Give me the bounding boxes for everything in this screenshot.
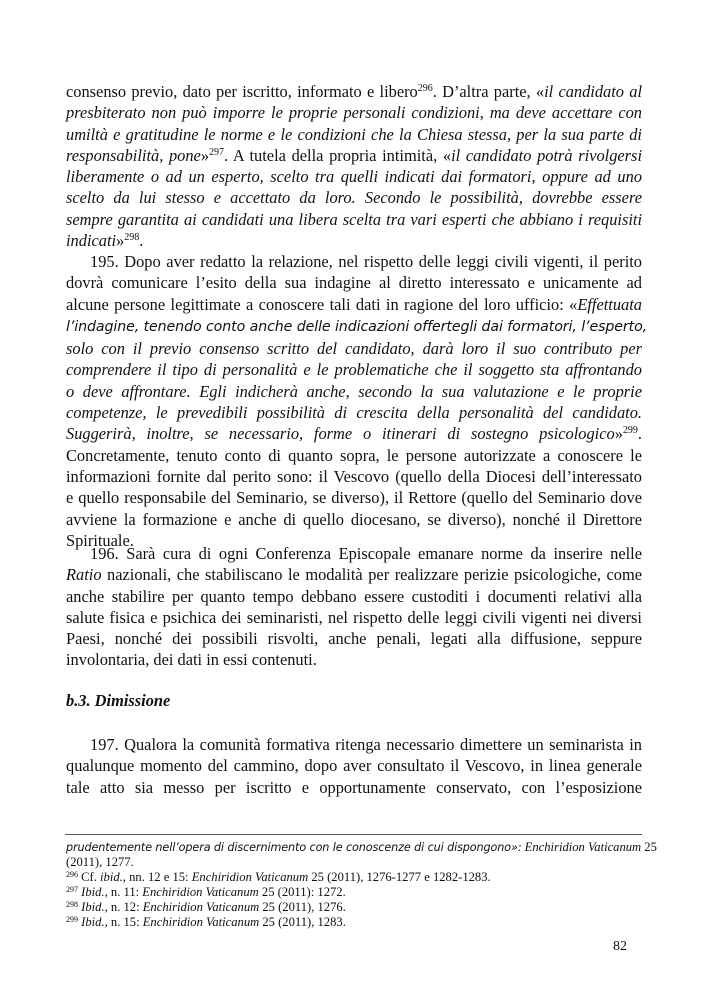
text-line: 196. Sarà cura di ogni Conferenza Episcopale emanare norme da inserire nelle <box>90 544 642 563</box>
text-line: indicati»$^{298}$. <box>66 231 144 251</box>
text-line: presbiterato non può imporre le proprie personali condizioni, ma deve accettare con <box>66 103 642 123</box>
text-line: 197. Qualora la comunità formativa ritenga necessario dimettere un seminarista in <box>90 735 642 754</box>
text-line: competenze, le prevedibili possibilità di crescita della personalità del candidato. <box>66 403 642 423</box>
text-line: qualunque momento del cammino, dopo aver consultato il Vescovo, in linea generale <box>66 756 642 776</box>
text-line: solo con il previo consenso scritto del candidato, darà loro il suo contributo per <box>66 339 642 359</box>
footnote-separator <box>65 834 642 835</box>
footnote-continued: prudentemente nell’opera di discernimento con le conoscenze di cui dispongono»: Enchiridion Vaticanum 25 <box>66 840 657 854</box>
footnote-ref-296[interactable]: 296 <box>417 83 433 94</box>
text-line: informazioni fornite dal perito sono: il Vescovo (quello della Diocesi dell’interessato <box>66 466 642 486</box>
paragraph-196 <box>66 543 642 671</box>
footnote-ref-297[interactable]: 297 <box>209 146 225 158</box>
footnote-298: $^{298}$ Ibid., n. 12: Enchiridion Vaticanum 25 (2011), 1276. <box>66 900 346 914</box>
text-line: umiltà e gratitudine le norme e le condizioni che la Chiesa stessa, per la sua parte di <box>66 124 642 144</box>
text-line: Ratio nazionali, che stabiliscano le modalità per realizzare perizie psicologiche, come <box>66 565 642 585</box>
text-line: comprendere il tipo di personalità e le problematiche che il soggetto sta affrontando <box>66 360 642 380</box>
text-line: consenso previo, dato per iscritto, informato e libero$^{296}$. D’altra parte, «il candidato al <box>66 82 642 101</box>
text-line: Suggerirà, inoltre, se necessario, forme o itinerari di sostegno psicologico»$^{299}$. <box>66 424 642 444</box>
text-line: l’indagine, tenendo conto anche delle indicazioni offertegli dai formatori, l’esperto, <box>66 318 648 335</box>
text-line: anche stabilire per quanto tempo debbano essere custoditi i documenti relativi alla <box>66 586 642 606</box>
paragraph-194-continuation <box>66 81 642 251</box>
text-line: 195. Dopo aver redatto la relazione, nel rispetto delle leggi civili vigenti, il perito <box>90 252 642 271</box>
text-line: Spirituale. <box>66 530 134 550</box>
text-line: tale atto sia messo per iscritto e opportunamente conservato, con l’esposizione <box>66 777 642 797</box>
text-line: avviene la formazione e anche di quello diocesano, se diverso), nonché il Direttore <box>66 509 642 529</box>
paragraph-195 <box>66 251 648 551</box>
paragraph-197 <box>66 734 642 798</box>
text-line: involontaria, dei dati in essi contenuti. <box>66 650 317 670</box>
page-number: 82 <box>613 939 627 954</box>
text-line: o deve affrontare. Egli indicherà anche, secondo la sua valutazione e le proprie <box>66 381 642 401</box>
section-heading: b.3. Dimissione <box>66 691 171 710</box>
footnote-296: $^{296}$ Cf. ibid., nn. 12 e 15: Enchiridion Vaticanum 25 (2011), 1276-1277 e 1282-1283. <box>66 870 491 884</box>
footnote-ref-298[interactable]: 298 <box>124 232 140 244</box>
footnote-297: $^{297}$ Ibid., n. 11: Enchiridion Vaticanum 25 (2011): 1272. <box>66 885 346 899</box>
text-line: salute fisica e psichica dei seminaristi, nel rispetto delle leggi civili vigenti nei diversi <box>66 607 642 627</box>
text-line: e quello responsabile del Seminario, se diverso), il Rettore (quello del Seminario dove <box>66 488 642 508</box>
footnote-continued-line2: (2011), 1277. <box>66 855 134 869</box>
footnotes <box>66 840 657 930</box>
text-line: Concretamente, tenuto conto di quanto sopra, le persone autorizzate a conoscere le <box>66 445 642 465</box>
text-line: sempre garantita ai candidati una libera scelta tra vari esperti che abbiano i requisiti <box>66 209 642 229</box>
text-line: alcune persone legittimate a conoscere tali dati in ragione del loro ufficio: «Effettuata <box>66 294 642 314</box>
text-line: dovrà comunicare l’esito della sua indagine al diretto interessato e unicamente ad <box>66 273 642 293</box>
text-line: responsabilità, pone»$^{297}$. A tutela della propria intimità, «il candidato potrà rivolgersi <box>66 145 642 165</box>
text-line: liberamente o ad un esperto, scelto tra quelli indicati dai formatori, oppure ad uno <box>66 167 642 187</box>
text-line: scelto da lui stesso e accettato da loro. Secondo le possibilità, dovrebbe essere <box>66 188 642 208</box>
footnote-299: $^{299}$ Ibid., n. 15: Enchiridion Vaticanum 25 (2011), 1283. <box>66 915 346 929</box>
footnote-ref-299[interactable]: 299 <box>622 425 638 437</box>
text-line: Paesi, nonché dei possibili risvolti, anche penali, legati alla diffusione, seppure <box>66 629 642 649</box>
